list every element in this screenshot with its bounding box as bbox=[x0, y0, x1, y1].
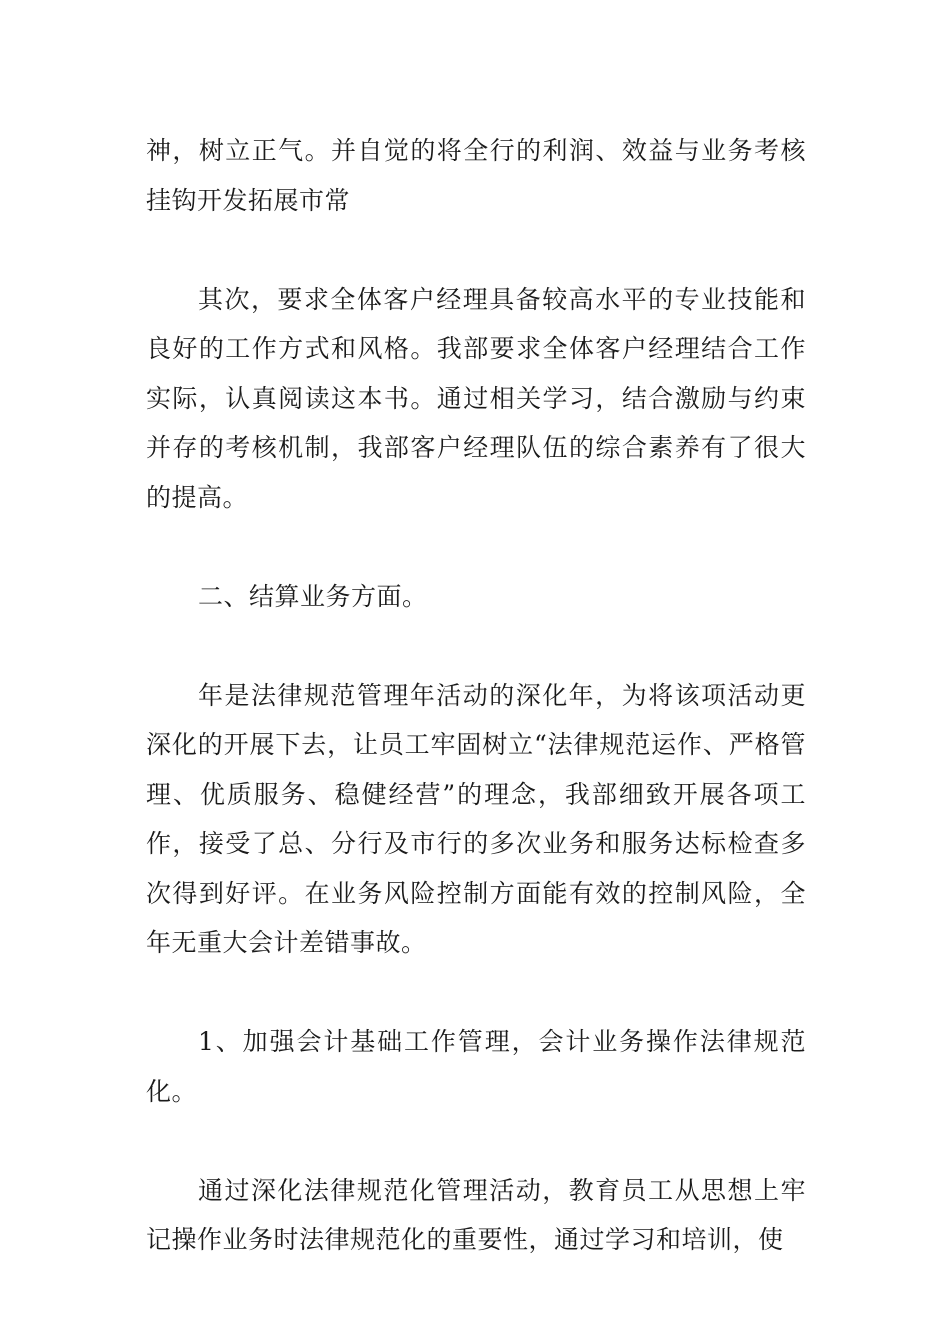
paragraph-spacer bbox=[146, 522, 806, 572]
subheading-accounting-basics: 1、加强会计基础工作管理，会计业务操作法律规范化。 bbox=[146, 1027, 806, 1106]
paragraph-spacer bbox=[146, 225, 806, 275]
section-heading-settlement: 二、结算业务方面。 bbox=[198, 581, 428, 611]
paragraph-legal-standardization: 年是法律规范管理年活动的深化年，为将该项活动更深化的开展下去，让员工牢固树立“法律规范运作、严格管理、优质服务、稳健经营”的理念，我部细致开展各项工作，接受了总、分行及市行的多次业务和服务达标检查多次得到好评。在业务风险控制方面能有效的控制风险，全年无重大会计差错事故。 bbox=[146, 680, 806, 957]
paragraph-customer-managers: 其次，要求全体客户经理具备较高水平的专业技能和良好的工作方式和风格。我部要求全体客户经理结合工作实际，认真阅读这本书。通过相关学习，结合激励与约束并存的考核机制，我部客户经理队伍的综合素养有了很大的提高。 bbox=[146, 284, 806, 512]
paragraph-training: 通过深化法律规范化管理活动，教育员工从思想上牢记操作业务时法律规范化的重要性，通过学习和培训，使 bbox=[146, 1175, 806, 1254]
document-body bbox=[146, 126, 806, 1265]
paragraph-spacer bbox=[146, 621, 806, 671]
paragraph-spacer bbox=[146, 968, 806, 1018]
paragraph-spacer bbox=[146, 1116, 806, 1166]
paragraph-continuation: 神，树立正气。并自觉的将全行的利润、效益与业务考核挂钩开发拓展市常 bbox=[146, 136, 806, 215]
